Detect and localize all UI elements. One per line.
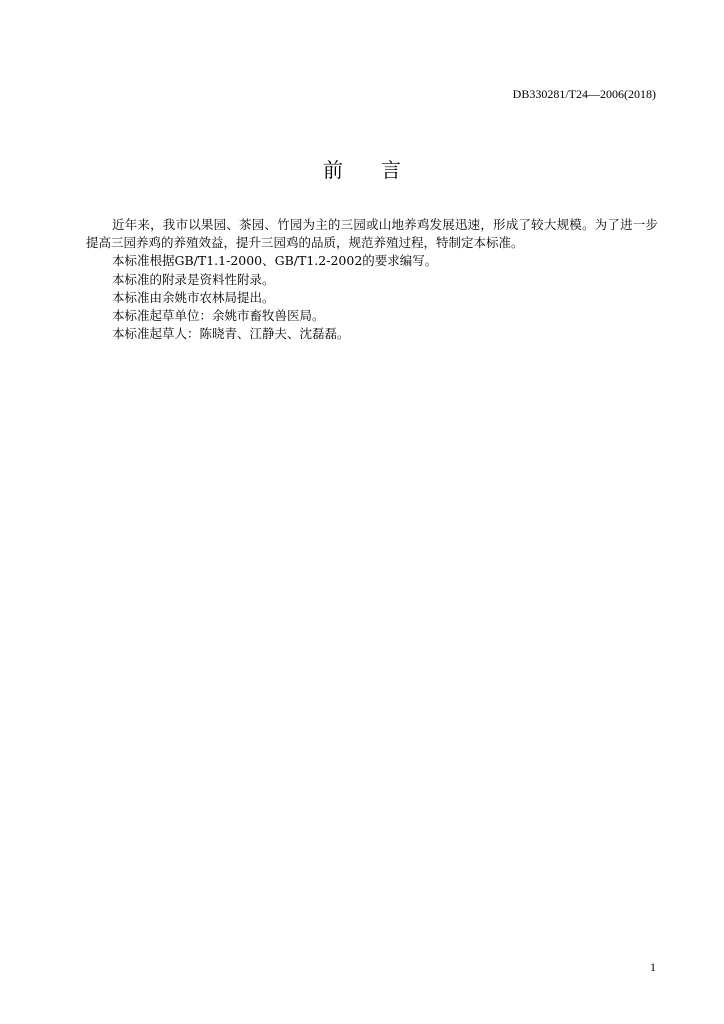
document-code: DB330281/T24—2006(2018) [512,87,656,101]
page-title [0,154,724,183]
paragraph-proposer: 本标准由余姚市农林局提出。 [112,289,275,305]
title-char-2: 言 [381,158,401,182]
paragraph-intro: 近年来，我市以果园、茶园、竹园为主的三园或山地养鸡发展迅速，形成了较大规模。为了进一步提高三园养鸡的养殖效益，提升三园鸡的品质，规范养殖过程，特制定本标准。 [86,217,658,251]
paragraph-basis: 本标准根据GB/T1.1-2000、GB/T1.2-2002的要求编写。 [112,253,438,269]
paragraph-drafting-unit: 本标准起草单位：余姚市畜牧兽医局。 [112,308,325,324]
foreword-body [86,216,658,343]
paragraph-appendix: 本标准的附录是资料性附录。 [112,271,275,287]
title-char-1: 前 [323,158,343,182]
page-number: 1 [650,960,656,974]
paragraph-drafters: 本标准起草人：陈晓青、江静夫、沈磊磊。 [112,326,350,342]
